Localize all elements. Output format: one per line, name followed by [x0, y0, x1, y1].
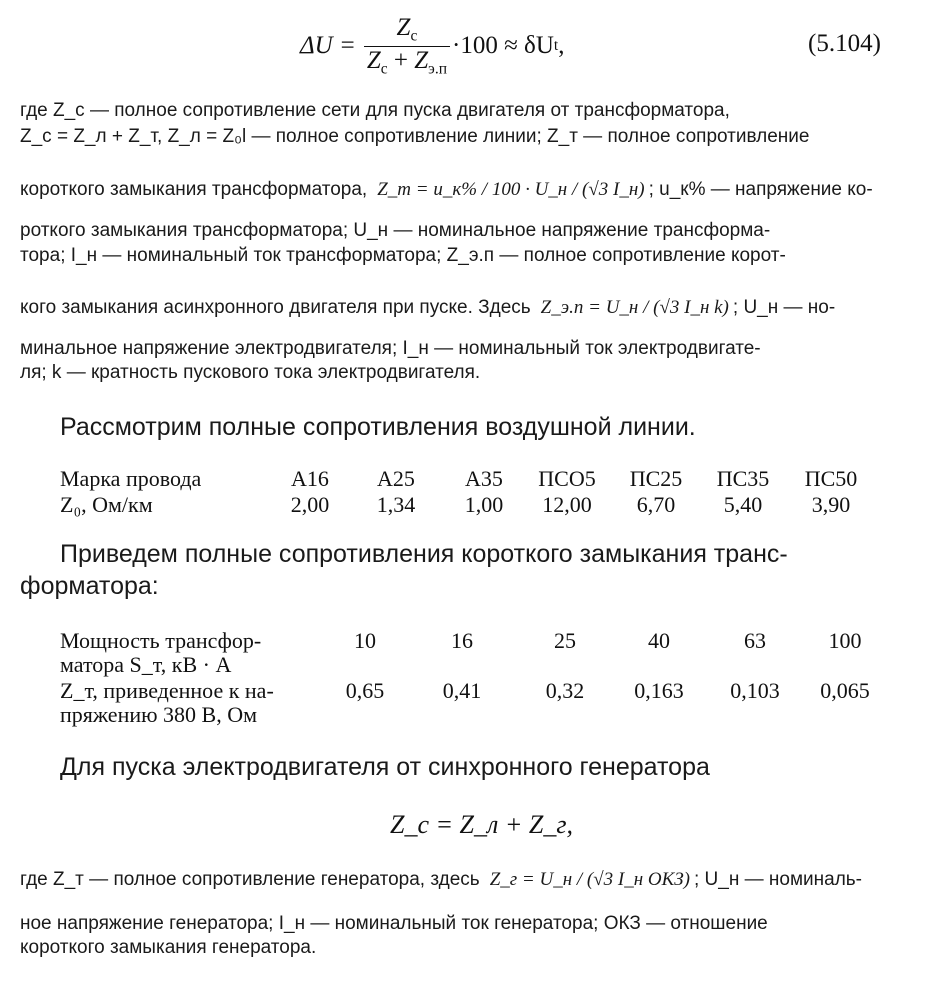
- table1-header: ПСО5: [538, 466, 596, 491]
- equation-number: (5.104): [808, 30, 881, 57]
- table1-label-z0: Z₀, Ом/км: [60, 492, 153, 517]
- table2-impedance: 0,163: [634, 678, 684, 703]
- table2-power: 63: [744, 628, 766, 653]
- table1-header: ПС50: [804, 466, 858, 491]
- para1-line7: минальное напряжение электродвигателя; I_н — номинальный ток электродвигате-: [20, 338, 761, 359]
- table2-label-power-l2: матора S_т, кВ · А: [60, 652, 232, 677]
- table2-power: 16: [451, 628, 473, 653]
- table2-label-power-l1: Мощность трансфор-: [60, 628, 262, 653]
- formula-5-104: ΔU = $\frac{Z_c}{Z_c + Z_{э.п}}$ ·100 ≈ δU t ,: [300, 13, 565, 77]
- table1-header: А25: [377, 466, 415, 491]
- table-transformer-impedance: [0, 624, 938, 727]
- para1-line1: где Z_c — полное сопротивление сети для пуска двигателя от трансформатора,: [20, 100, 730, 121]
- table2-label-z-l2: пряжению 380 В, Ом: [60, 702, 258, 727]
- table1-header: ПС35: [716, 466, 770, 491]
- zg-formula: Z_г = U_н / (√3 I_н ОКЗ): [489, 869, 690, 890]
- heading-transformer-l1: Приведем полные сопротивления короткого замыкания транс-: [60, 540, 788, 568]
- table2-impedance: 0,103: [730, 678, 780, 703]
- table1-header: ПС25: [629, 466, 683, 491]
- table2-power: 10: [354, 628, 376, 653]
- para1-line4: роткого замыкания трансформатора; U_н — номинальное напряжение трансформа-: [20, 220, 771, 241]
- table1-label-wire: Марка провода: [60, 466, 202, 491]
- table2-impedance: 0,32: [545, 678, 585, 703]
- para2-line3: короткого замыкания генератора.: [20, 937, 317, 958]
- para2-line2: ное напряжение генератора; I_н — номинальный ток генератора; ОКЗ — отношение: [20, 913, 768, 934]
- heading-transformer-l2: форматора:: [20, 572, 159, 600]
- table1-value: 1,00: [464, 492, 504, 517]
- table2-impedance: 0,41: [442, 678, 482, 703]
- table2-label-z-l1: Z_т, приведенное к на-: [60, 678, 274, 703]
- table2-impedance: 0,65: [345, 678, 385, 703]
- table1-header: А16: [291, 466, 329, 491]
- formula-rest: ·100 ≈ δU: [452, 32, 554, 59]
- table-wire-impedance: [0, 462, 938, 522]
- table2-power: 25: [554, 628, 576, 653]
- formula-lhs: ΔU =: [300, 32, 356, 59]
- para1-line6: кого замыкания асинхронного двигателя при пуске. Здесь Z_э.п = U_н / (√3 I_н k) ; U_н — но-: [20, 297, 836, 318]
- para2-line1: где Z_т — полное сопротивление генератора, здесь Z_г = U_н / (√3 I_н ОКЗ) ; U_н — номиналь-: [20, 869, 863, 890]
- table1-header: А35: [465, 466, 503, 491]
- table2-impedance: 0,065: [820, 678, 870, 703]
- para1-line8: ля; k — кратность пускового тока электродвигателя.: [20, 362, 481, 383]
- para1-line2: Z_c = Z_л + Z_т, Z_л = Z₀l — полное сопротивление линии; Z_т — полное сопротивление: [20, 126, 810, 147]
- zep-formula: Z_э.п = U_н / (√3 I_н k): [540, 297, 729, 318]
- formula-zc: Z_c = Z_л + Z_г,: [390, 810, 573, 839]
- table1-value: 1,34: [376, 492, 416, 517]
- table1-value: 6,70: [636, 492, 676, 517]
- zt-formula: Z_т = u_к% / 100 · U_н / (√3 I_н): [377, 179, 645, 200]
- table1-value: 5,40: [723, 492, 763, 517]
- heading-overhead-line: Рассмотрим полные сопротивления воздушной линии.: [60, 413, 696, 441]
- para1-line5: тора; I_н — номинальный ток трансформатора; Z_э.п — полное сопротивление корот-: [20, 245, 786, 266]
- table1-value: 12,00: [542, 492, 592, 517]
- heading-generator: Для пуска электродвигателя от синхронного генератора: [60, 753, 710, 781]
- table2-power: 40: [648, 628, 670, 653]
- formula-fraction: $\frac{Z_c}{Z_c + Z_{э.п}}$: [364, 15, 450, 77]
- table2-power: 100: [828, 628, 862, 653]
- table1-value: 3,90: [811, 492, 851, 517]
- table1-value: 2,00: [290, 492, 330, 517]
- para1-line3: короткого замыкания трансформатора, Z_т = u_к% / 100 · U_н / (√3 I_н) ; u_к% — напряжение ко-: [20, 179, 873, 200]
